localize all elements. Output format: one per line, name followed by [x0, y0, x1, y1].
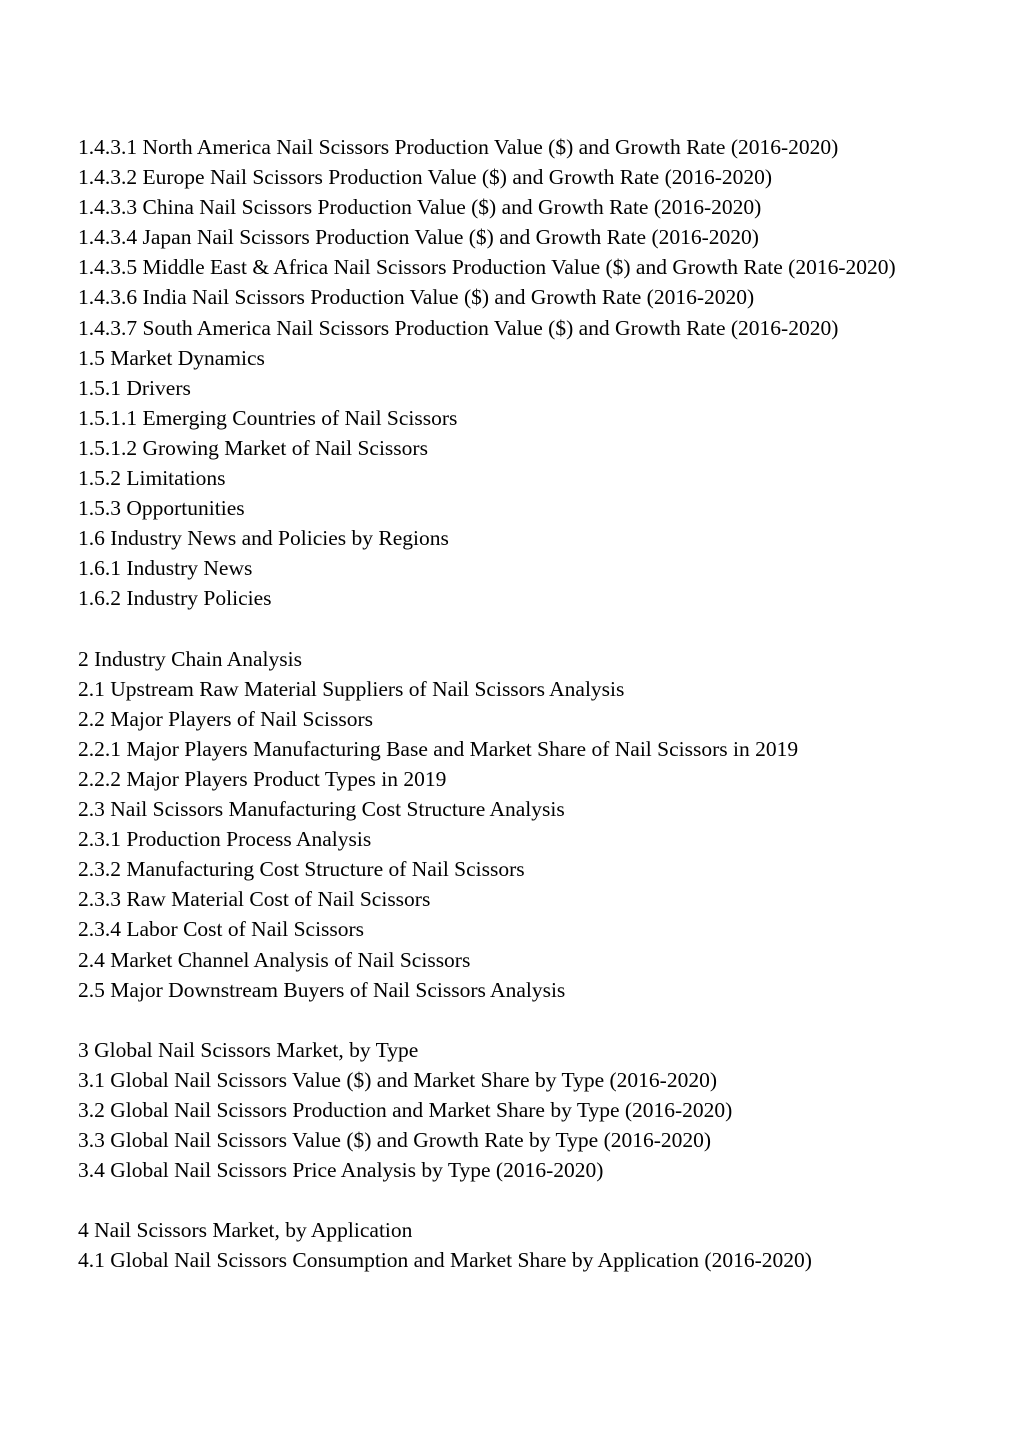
toc-page	[78, 132, 978, 1276]
toc-line: 2.3.1 Production Process Analysis	[78, 827, 372, 852]
toc-line: 3.4 Global Nail Scissors Price Analysis by Type (2016-2020)	[78, 1158, 604, 1183]
toc-line: 1.5.2 Limitations	[78, 466, 226, 491]
toc-line: 2.3.2 Manufacturing Cost Structure of Nail Scissors	[78, 857, 525, 882]
toc-line: 2.3 Nail Scissors Manufacturing Cost Structure Analysis	[78, 797, 565, 822]
toc-line: 1.4.3.4 Japan Nail Scissors Production Value ($) and Growth Rate (2016-2020)	[78, 225, 759, 250]
toc-section-2	[78, 644, 978, 1005]
toc-section-3	[78, 1035, 978, 1185]
section-spacer	[78, 1185, 978, 1215]
toc-line: 2.2 Major Players of Nail Scissors	[78, 706, 373, 731]
toc-line: 1.4.3.7 South America Nail Scissors Production Value ($) and Growth Rate (2016-2020)	[78, 315, 839, 340]
toc-line: 1.4.3.3 China Nail Scissors Production Value ($) and Growth Rate (2016-2020)	[78, 195, 762, 220]
toc-line: 2.5 Major Downstream Buyers of Nail Scissors Analysis	[78, 977, 566, 1002]
toc-line: 3.2 Global Nail Scissors Production and Market Share by Type (2016-2020)	[78, 1098, 733, 1122]
toc-line: 1.5.1 Drivers	[78, 375, 191, 400]
toc-line: 2.2.2 Major Players Product Types in 2019	[78, 766, 447, 791]
toc-line: 2.2.1 Major Players Manufacturing Base and Market Share of Nail Scissors in 2019	[78, 736, 799, 761]
toc-line: 3.3 Global Nail Scissors Value ($) and Growth Rate by Type (2016-2020)	[78, 1128, 712, 1153]
section-spacer	[78, 614, 978, 644]
toc-heading: 2 Industry Chain Analysis	[78, 646, 302, 671]
section-spacer	[78, 1005, 978, 1035]
toc-line: 1.4.3.1 North America Nail Scissors Production Value ($) and Growth Rate (2016-2020)	[78, 135, 839, 159]
toc-line: 1.5 Market Dynamics	[78, 345, 265, 370]
toc-line: 1.4.3.2 Europe Nail Scissors Production Value ($) and Growth Rate (2016-2020)	[78, 165, 773, 190]
toc-line: 2.1 Upstream Raw Material Suppliers of Nail Scissors Analysis	[78, 676, 625, 701]
toc-line: 1.5.3 Opportunities	[78, 496, 245, 521]
toc-line: 1.5.1.2 Growing Market of Nail Scissors	[78, 435, 428, 460]
toc-line: 1.6.1 Industry News	[78, 556, 253, 581]
toc-line: 2.3.4 Labor Cost of Nail Scissors	[78, 917, 365, 942]
toc-line: 4.1 Global Nail Scissors Consumption and Market Share by Application (2016-2020)	[78, 1248, 812, 1273]
toc-line: 2.3.3 Raw Material Cost of Nail Scissors	[78, 887, 431, 912]
toc-line: 1.6.2 Industry Policies	[78, 586, 272, 611]
toc-line: 1.6 Industry News and Policies by Regions	[78, 526, 449, 551]
toc-line: 1.4.3.5 Middle East & Africa Nail Scissors Production Value ($) and Growth Rate (2016-2020)	[78, 255, 896, 280]
toc-line: 1.5.1.1 Emerging Countries of Nail Scissors	[78, 405, 458, 430]
toc-line: 3.1 Global Nail Scissors Value ($) and Market Share by Type (2016-2020)	[78, 1067, 717, 1092]
toc-line: 2.4 Market Channel Analysis of Nail Scissors	[78, 947, 471, 972]
toc-heading: 3 Global Nail Scissors Market, by Type	[78, 1037, 419, 1062]
toc-heading: 4 Nail Scissors Market, by Application	[78, 1218, 413, 1243]
toc-line: 1.4.3.6 India Nail Scissors Production Value ($) and Growth Rate (2016-2020)	[78, 285, 755, 310]
toc-section-1	[78, 132, 978, 614]
toc-section-4	[78, 1215, 978, 1275]
